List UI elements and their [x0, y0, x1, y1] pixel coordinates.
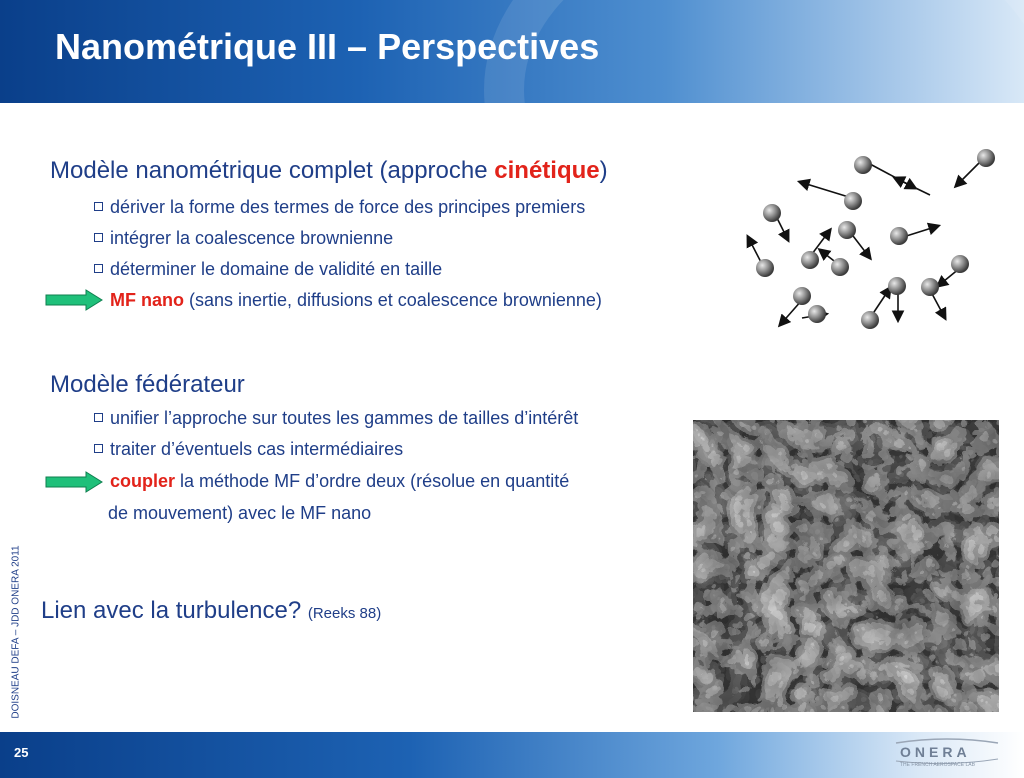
checkbox-bullet-icon [94, 264, 103, 273]
section1-item [94, 259, 442, 280]
section2-conclusion-line2: de mouvement) avec le MF nano [108, 503, 372, 523]
checkbox-bullet-icon [94, 233, 103, 242]
checkbox-bullet-icon [94, 413, 103, 422]
green-arrow-icon [44, 288, 104, 312]
onera-logo [892, 737, 1002, 773]
section1-heading-em: cinétique [494, 157, 600, 184]
section2-item [94, 408, 578, 429]
section1-heading-post: ) [599, 157, 608, 184]
section3-heading [41, 597, 381, 625]
section2-heading: Modèle fédérateur [50, 371, 245, 398]
section2-item-text: traiter d’éventuels cas intermédiaires [110, 439, 404, 459]
green-arrow-icon [44, 470, 104, 494]
logo-name: ONERA [900, 744, 971, 760]
particles-diagram [730, 140, 1010, 340]
checkbox-bullet-icon [94, 202, 103, 211]
page-number: 25 [14, 745, 29, 760]
section3-reference: (Reeks 88) [307, 605, 382, 622]
section2-conclusion-text: la méthode MF d’ordre deux (résolue en quantité [175, 471, 570, 491]
section1-item [94, 228, 393, 249]
section1-item-text: déterminer le domaine de validité en taille [110, 259, 443, 279]
slide-title: Nanométrique III – Perspectives [55, 26, 600, 67]
footer-bar [0, 732, 1024, 778]
logo-tagline: THE FRENCH AEROSPACE LAB [900, 762, 975, 768]
section1-conclusion-em: MF nano [110, 290, 184, 310]
section1-heading [50, 157, 608, 185]
section1-item-text: intégrer la coalescence brownienne [110, 228, 394, 248]
section3-heading-text: Lien avec la turbulence? [41, 597, 302, 624]
side-credit: DOISNEAU DEFA – JDD ONERA 2011 [10, 545, 22, 719]
turbulence-image [693, 420, 999, 712]
section1-heading-pre: Modèle nanométrique complet (approche [50, 157, 495, 184]
section1-item [94, 197, 585, 218]
section2-conclusion [110, 471, 569, 492]
section1-conclusion [110, 290, 602, 311]
section1-conclusion-text: (sans inertie, diffusions et coalescence brownienne) [184, 290, 602, 310]
section2-item [94, 439, 403, 460]
section2-conclusion-em: coupler [110, 471, 176, 491]
section2-item-text: unifier l’approche sur toutes les gammes de tailles d’intérêt [110, 408, 579, 428]
checkbox-bullet-icon [94, 444, 103, 453]
section1-item-text: dériver la forme des termes de force des principes premiers [110, 197, 586, 217]
header-banner [0, 0, 1024, 103]
